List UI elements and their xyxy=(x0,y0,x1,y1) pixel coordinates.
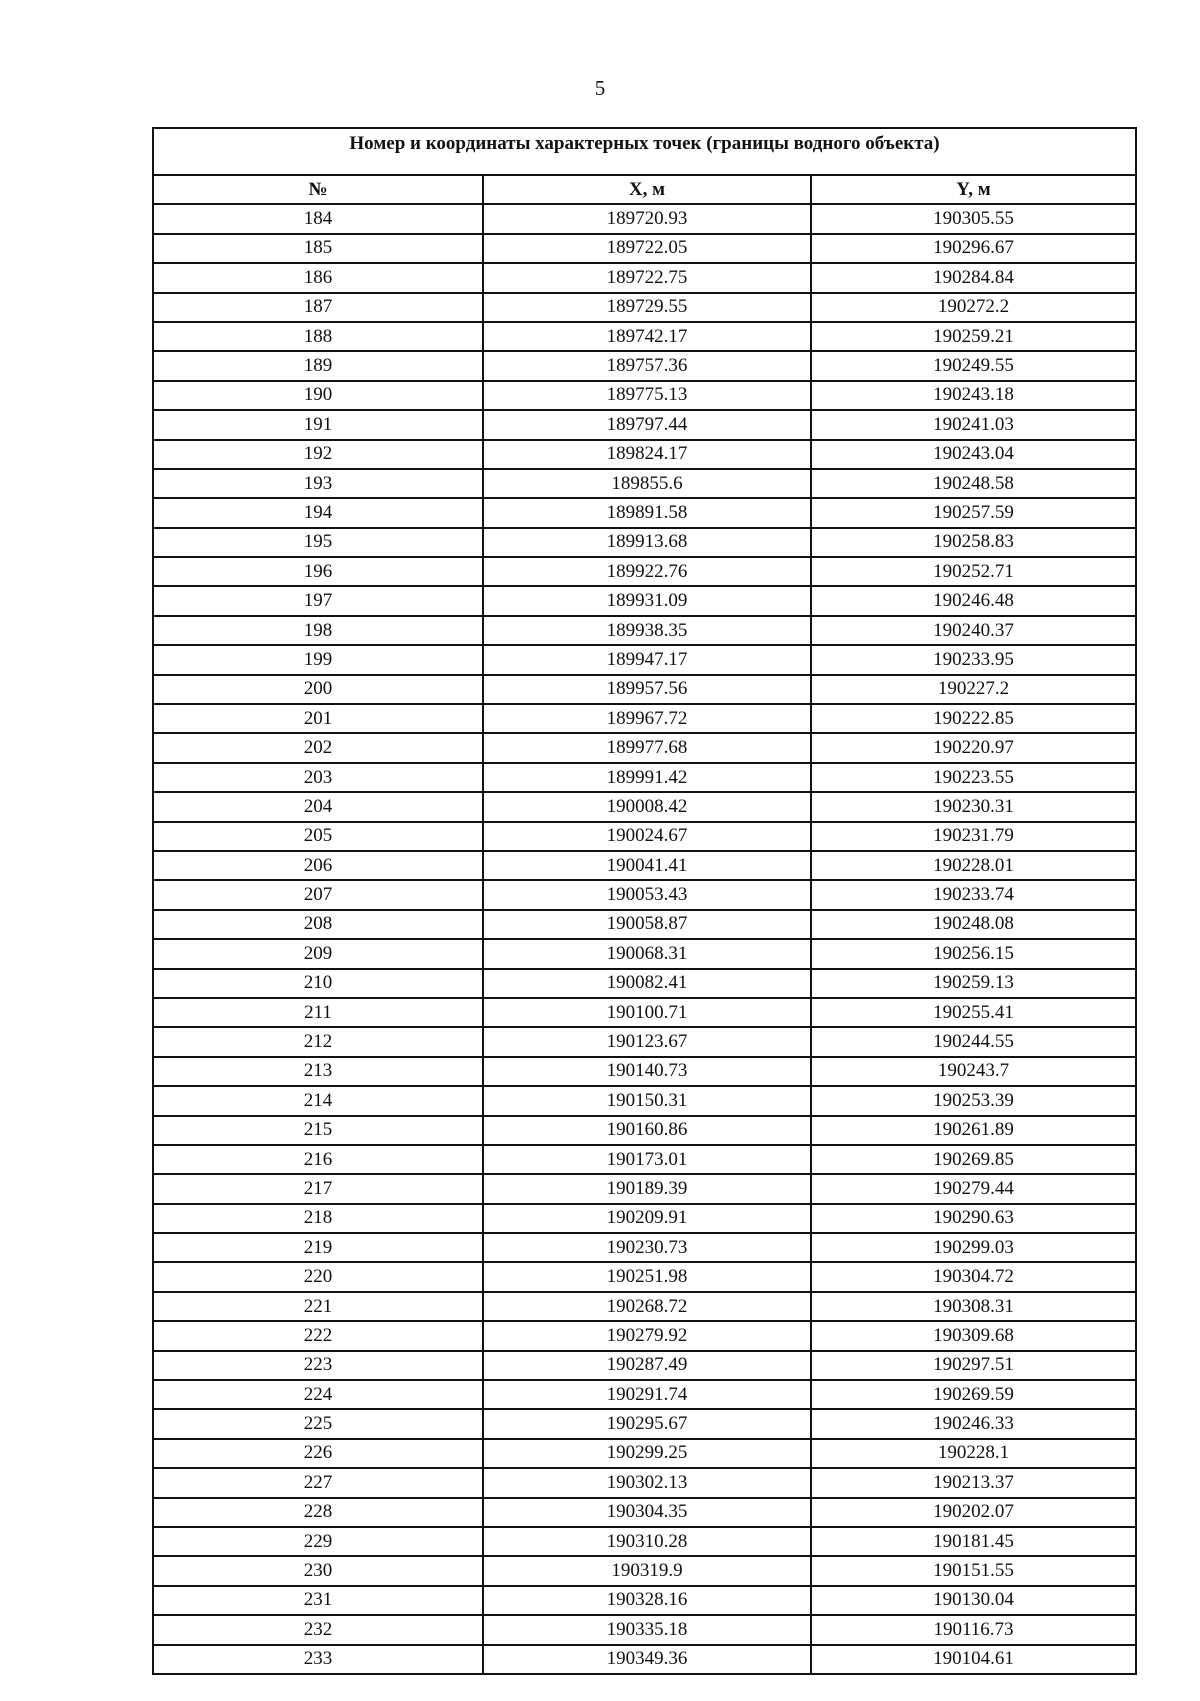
y-coordinate-cell: 190222.85 xyxy=(811,704,1135,733)
x-coordinate-cell: 189938.35 xyxy=(483,616,811,645)
y-coordinate-cell: 190233.74 xyxy=(811,880,1135,909)
x-coordinate-cell: 189977.68 xyxy=(483,733,811,762)
point-number-cell: 212 xyxy=(154,1027,483,1056)
table-row xyxy=(154,763,1135,792)
x-coordinate-cell: 190189.39 xyxy=(483,1174,811,1203)
point-number-cell: 209 xyxy=(154,939,483,968)
coordinates-table-frame xyxy=(152,127,1137,1675)
y-coordinate-cell: 190243.7 xyxy=(811,1057,1135,1086)
y-coordinate-cell: 190308.31 xyxy=(811,1292,1135,1321)
column-header-number: № xyxy=(308,178,328,200)
x-coordinate-cell: 189991.42 xyxy=(483,763,811,792)
y-coordinate-cell: 190220.97 xyxy=(811,733,1135,762)
table-body xyxy=(154,204,1135,1673)
point-number-cell: 231 xyxy=(154,1586,483,1615)
y-coordinate-cell: 190309.68 xyxy=(811,1321,1135,1350)
x-coordinate-cell: 189797.44 xyxy=(483,410,811,439)
point-number-cell: 186 xyxy=(154,263,483,292)
point-number-cell: 190 xyxy=(154,381,483,410)
x-coordinate-cell: 190160.86 xyxy=(483,1116,811,1145)
y-coordinate-cell: 190305.55 xyxy=(811,204,1135,233)
page-number: 5 xyxy=(594,76,606,100)
table-row xyxy=(154,1615,1135,1644)
x-coordinate-cell: 190123.67 xyxy=(483,1027,811,1056)
point-number-cell: 197 xyxy=(154,586,483,615)
table-header-row xyxy=(154,176,1135,204)
point-number-cell: 208 xyxy=(154,910,483,939)
point-number-cell: 200 xyxy=(154,675,483,704)
table-row xyxy=(154,1262,1135,1291)
table-row xyxy=(154,733,1135,762)
x-coordinate-cell: 190349.36 xyxy=(483,1645,811,1673)
x-coordinate-cell: 189742.17 xyxy=(483,322,811,351)
x-coordinate-cell: 190328.16 xyxy=(483,1586,811,1615)
table-row xyxy=(154,1409,1135,1438)
y-coordinate-cell: 190299.03 xyxy=(811,1233,1135,1262)
x-coordinate-cell: 190268.72 xyxy=(483,1292,811,1321)
x-coordinate-cell: 189722.75 xyxy=(483,263,811,292)
y-coordinate-cell: 190284.84 xyxy=(811,263,1135,292)
table-row xyxy=(154,645,1135,674)
point-number-cell: 218 xyxy=(154,1204,483,1233)
point-number-cell: 211 xyxy=(154,998,483,1027)
table-row xyxy=(154,998,1135,1027)
point-number-cell: 187 xyxy=(154,293,483,322)
point-number-cell: 203 xyxy=(154,763,483,792)
point-number-cell: 217 xyxy=(154,1174,483,1203)
x-coordinate-cell: 189720.93 xyxy=(483,204,811,233)
point-number-cell: 202 xyxy=(154,733,483,762)
y-coordinate-cell: 190257.59 xyxy=(811,498,1135,527)
point-number-cell: 207 xyxy=(154,880,483,909)
table-row xyxy=(154,1498,1135,1527)
point-number-cell: 232 xyxy=(154,1615,483,1644)
x-coordinate-cell: 190279.92 xyxy=(483,1321,811,1350)
table-row xyxy=(154,880,1135,909)
y-coordinate-cell: 190231.79 xyxy=(811,822,1135,851)
y-coordinate-cell: 190269.85 xyxy=(811,1145,1135,1174)
x-coordinate-cell: 190319.9 xyxy=(483,1556,811,1585)
x-coordinate-cell: 190209.91 xyxy=(483,1204,811,1233)
y-coordinate-cell: 190240.37 xyxy=(811,616,1135,645)
point-number-cell: 205 xyxy=(154,822,483,851)
point-number-cell: 198 xyxy=(154,616,483,645)
point-number-cell: 227 xyxy=(154,1468,483,1497)
table-row xyxy=(154,616,1135,645)
table-row xyxy=(154,969,1135,998)
y-coordinate-cell: 190246.33 xyxy=(811,1409,1135,1438)
y-coordinate-cell: 190151.55 xyxy=(811,1556,1135,1585)
x-coordinate-cell: 189775.13 xyxy=(483,381,811,410)
y-coordinate-cell: 190130.04 xyxy=(811,1586,1135,1615)
point-number-cell: 214 xyxy=(154,1086,483,1115)
x-coordinate-cell: 189931.09 xyxy=(483,586,811,615)
x-coordinate-cell: 189922.76 xyxy=(483,557,811,586)
y-coordinate-cell: 190227.2 xyxy=(811,675,1135,704)
table-row xyxy=(154,528,1135,557)
point-number-cell: 185 xyxy=(154,234,483,263)
y-coordinate-cell: 190249.55 xyxy=(811,351,1135,380)
point-number-cell: 189 xyxy=(154,351,483,380)
y-coordinate-cell: 190228.01 xyxy=(811,851,1135,880)
table-row xyxy=(154,1174,1135,1203)
x-coordinate-cell: 190291.74 xyxy=(483,1380,811,1409)
point-number-cell: 226 xyxy=(154,1439,483,1468)
x-coordinate-cell: 189957.56 xyxy=(483,675,811,704)
y-coordinate-cell: 190253.39 xyxy=(811,1086,1135,1115)
point-number-cell: 224 xyxy=(154,1380,483,1409)
point-number-cell: 191 xyxy=(154,410,483,439)
table-row xyxy=(154,1439,1135,1468)
point-number-cell: 210 xyxy=(154,969,483,998)
point-number-cell: 223 xyxy=(154,1351,483,1380)
x-coordinate-cell: 190299.25 xyxy=(483,1439,811,1468)
table-row xyxy=(154,586,1135,615)
y-coordinate-cell: 190261.89 xyxy=(811,1116,1135,1145)
x-coordinate-cell: 190335.18 xyxy=(483,1615,811,1644)
y-coordinate-cell: 190233.95 xyxy=(811,645,1135,674)
point-number-cell: 219 xyxy=(154,1233,483,1262)
y-coordinate-cell: 190259.13 xyxy=(811,969,1135,998)
x-coordinate-cell: 189729.55 xyxy=(483,293,811,322)
y-coordinate-cell: 190255.41 xyxy=(811,998,1135,1027)
y-coordinate-cell: 190243.18 xyxy=(811,381,1135,410)
x-coordinate-cell: 190230.73 xyxy=(483,1233,811,1262)
x-coordinate-cell: 189967.72 xyxy=(483,704,811,733)
y-coordinate-cell: 190248.08 xyxy=(811,910,1135,939)
x-coordinate-cell: 190287.49 xyxy=(483,1351,811,1380)
y-coordinate-cell: 190244.55 xyxy=(811,1027,1135,1056)
x-coordinate-cell: 189757.36 xyxy=(483,351,811,380)
y-coordinate-cell: 190116.73 xyxy=(811,1615,1135,1644)
x-coordinate-cell: 190302.13 xyxy=(483,1468,811,1497)
y-coordinate-cell: 190248.58 xyxy=(811,469,1135,498)
point-number-cell: 213 xyxy=(154,1057,483,1086)
table-row xyxy=(154,1116,1135,1145)
point-number-cell: 204 xyxy=(154,792,483,821)
table-row xyxy=(154,939,1135,968)
table-row xyxy=(154,851,1135,880)
table-row xyxy=(154,675,1135,704)
table-row xyxy=(154,263,1135,292)
y-coordinate-cell: 190213.37 xyxy=(811,1468,1135,1497)
column-header-x: X, м xyxy=(483,176,811,204)
x-coordinate-cell: 189855.6 xyxy=(483,469,811,498)
x-coordinate-cell: 190251.98 xyxy=(483,1262,811,1291)
y-coordinate-cell: 190279.44 xyxy=(811,1174,1135,1203)
y-coordinate-cell: 190296.67 xyxy=(811,234,1135,263)
point-number-cell: 225 xyxy=(154,1409,483,1438)
y-coordinate-cell: 190272.2 xyxy=(811,293,1135,322)
table-row xyxy=(154,234,1135,263)
x-coordinate-cell: 190041.41 xyxy=(483,851,811,880)
point-number-cell: 199 xyxy=(154,645,483,674)
point-number-cell: 201 xyxy=(154,704,483,733)
x-coordinate-cell: 190068.31 xyxy=(483,939,811,968)
table-row xyxy=(154,1468,1135,1497)
point-number-cell: 220 xyxy=(154,1262,483,1291)
y-coordinate-cell: 190252.71 xyxy=(811,557,1135,586)
y-coordinate-cell: 190297.51 xyxy=(811,1351,1135,1380)
point-number-cell: 216 xyxy=(154,1145,483,1174)
point-number-cell: 228 xyxy=(154,1498,483,1527)
x-coordinate-cell: 190024.67 xyxy=(483,822,811,851)
x-coordinate-cell: 190310.28 xyxy=(483,1527,811,1556)
point-number-cell: 206 xyxy=(154,851,483,880)
y-coordinate-cell: 190241.03 xyxy=(811,410,1135,439)
table-row xyxy=(154,204,1135,233)
point-number-cell: 195 xyxy=(154,528,483,557)
x-coordinate-cell: 190173.01 xyxy=(483,1145,811,1174)
point-number-cell: 192 xyxy=(154,440,483,469)
x-coordinate-cell: 190150.31 xyxy=(483,1086,811,1115)
y-coordinate-cell: 190230.31 xyxy=(811,792,1135,821)
table-row xyxy=(154,322,1135,351)
y-coordinate-cell: 190228.1 xyxy=(811,1439,1135,1468)
column-header-y: Y, м xyxy=(811,176,1135,204)
x-coordinate-cell: 190140.73 xyxy=(483,1057,811,1086)
table-row xyxy=(154,498,1135,527)
point-number-cell: 229 xyxy=(154,1527,483,1556)
table-row xyxy=(154,1586,1135,1615)
point-number-cell: 215 xyxy=(154,1116,483,1145)
y-coordinate-cell: 190246.48 xyxy=(811,586,1135,615)
y-coordinate-cell: 190304.72 xyxy=(811,1262,1135,1291)
y-coordinate-cell: 190243.04 xyxy=(811,440,1135,469)
table-row xyxy=(154,410,1135,439)
y-coordinate-cell: 190256.15 xyxy=(811,939,1135,968)
table-title: Номер и координаты характерных точек (границы водного объекта) xyxy=(154,129,1135,176)
table-row xyxy=(154,1057,1135,1086)
x-coordinate-cell: 189824.17 xyxy=(483,440,811,469)
x-coordinate-cell: 189947.17 xyxy=(483,645,811,674)
table-row xyxy=(154,557,1135,586)
point-number-cell: 233 xyxy=(154,1645,483,1673)
x-coordinate-cell: 190008.42 xyxy=(483,792,811,821)
x-coordinate-cell: 190082.41 xyxy=(483,969,811,998)
table-row xyxy=(154,1351,1135,1380)
y-coordinate-cell: 190258.83 xyxy=(811,528,1135,557)
table-row xyxy=(154,704,1135,733)
point-number-cell: 196 xyxy=(154,557,483,586)
x-coordinate-cell: 190053.43 xyxy=(483,880,811,909)
table-row xyxy=(154,1292,1135,1321)
y-coordinate-cell: 190223.55 xyxy=(811,763,1135,792)
table-row xyxy=(154,1321,1135,1350)
x-coordinate-cell: 190295.67 xyxy=(483,1409,811,1438)
point-number-cell: 222 xyxy=(154,1321,483,1350)
coordinates-table xyxy=(154,176,1135,1673)
table-row xyxy=(154,351,1135,380)
point-number-cell: 193 xyxy=(154,469,483,498)
point-number-cell: 230 xyxy=(154,1556,483,1585)
point-number-cell: 221 xyxy=(154,1292,483,1321)
table-row xyxy=(154,1556,1135,1585)
table-row xyxy=(154,910,1135,939)
table-row xyxy=(154,1645,1135,1673)
table-row xyxy=(154,1027,1135,1056)
table-row xyxy=(154,792,1135,821)
table-row xyxy=(154,1204,1135,1233)
y-coordinate-cell: 190202.07 xyxy=(811,1498,1135,1527)
table-row xyxy=(154,1380,1135,1409)
x-coordinate-cell: 190058.87 xyxy=(483,910,811,939)
table-row xyxy=(154,440,1135,469)
table-row xyxy=(154,293,1135,322)
y-coordinate-cell: 190290.63 xyxy=(811,1204,1135,1233)
y-coordinate-cell: 190104.61 xyxy=(811,1645,1135,1673)
table-row xyxy=(154,1145,1135,1174)
y-coordinate-cell: 190269.59 xyxy=(811,1380,1135,1409)
x-coordinate-cell: 189913.68 xyxy=(483,528,811,557)
point-number-cell: 184 xyxy=(154,204,483,233)
table-row xyxy=(154,469,1135,498)
x-coordinate-cell: 190100.71 xyxy=(483,998,811,1027)
x-coordinate-cell: 190304.35 xyxy=(483,1498,811,1527)
table-row xyxy=(154,1233,1135,1262)
y-coordinate-cell: 190259.21 xyxy=(811,322,1135,351)
point-number-cell: 194 xyxy=(154,498,483,527)
table-row xyxy=(154,381,1135,410)
x-coordinate-cell: 189891.58 xyxy=(483,498,811,527)
table-row xyxy=(154,1527,1135,1556)
x-coordinate-cell: 189722.05 xyxy=(483,234,811,263)
y-coordinate-cell: 190181.45 xyxy=(811,1527,1135,1556)
point-number-cell: 188 xyxy=(154,322,483,351)
table-row xyxy=(154,1086,1135,1115)
table-row xyxy=(154,822,1135,851)
